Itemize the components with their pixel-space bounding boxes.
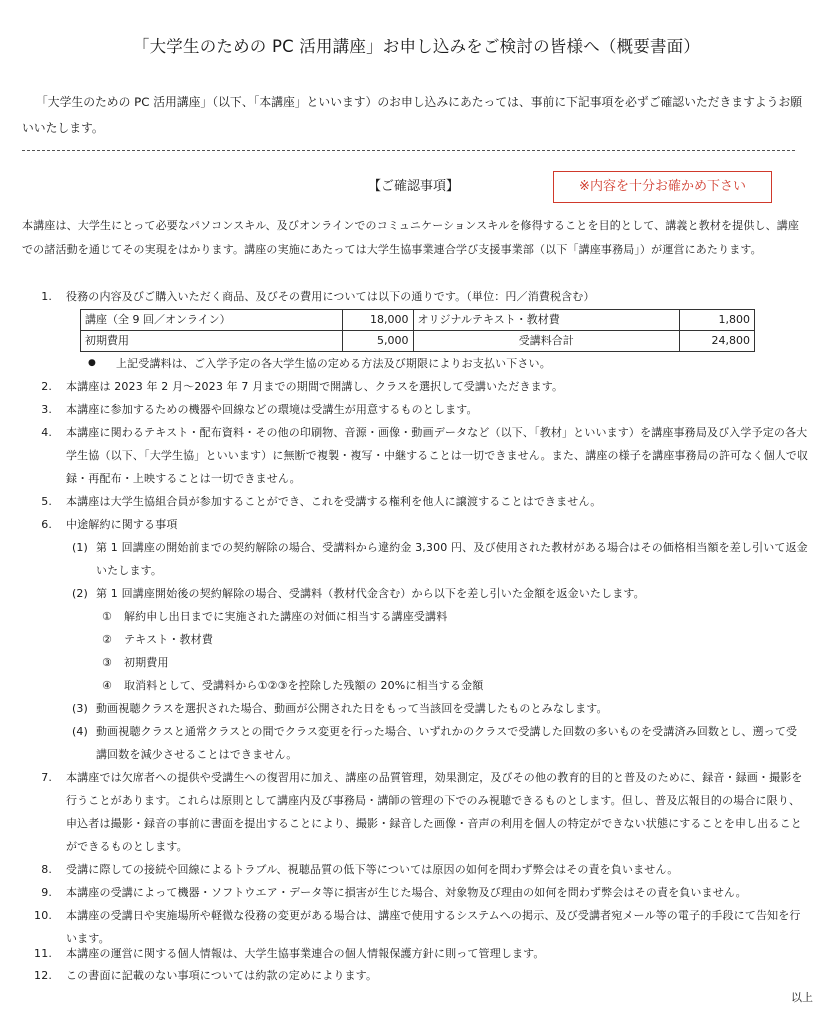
deduction-number: ④	[101, 679, 112, 692]
item-text: 役務の内容及びご購入いただく商品、及びその費用については以下の通りです。（単位：円／消費税含む）	[66, 290, 595, 303]
document-title: 「大学生のための PC 活用講座」お申し込みをご検討の皆様へ（概要書面）	[132, 37, 701, 56]
table-row	[81, 310, 755, 331]
item-number: 11.	[34, 947, 52, 960]
deduction-text: テキスト・教材費	[124, 633, 213, 646]
sub-number: (3)	[71, 702, 88, 715]
item-text: 本講座の運営に関する個人情報は、大学生協事業連合の個人情報保護方針に則って管理します。	[66, 947, 545, 960]
closing-mark: 以上	[791, 991, 813, 1004]
fee-table	[80, 309, 755, 352]
fee-value: 18,000	[342, 310, 413, 331]
item-number: 3.	[41, 403, 52, 416]
fee-total-value: 24,800	[680, 331, 755, 352]
item-text: 本講座の受講によって機器・ソフトウエア・データ等に損害が生じた場合、対象物及び理由の如何を問わず弊会はその責を負いません。	[66, 886, 747, 899]
item-number: 10.	[34, 909, 52, 922]
sub-text: 第 1 回講座開始後の契約解除の場合、受講料（教材代金含む）から以下を差し引いた金額を返金いたします。	[96, 587, 645, 600]
fee-note: 上記受講料は、ご入学予定の各大学生協の定める方法及び期限によりお支払い下さい。	[116, 357, 551, 370]
item-text: 受講に際しての接続や回線によるトラブル、視聴品質の低下等については原因の如何を問わず弊会はその責を負いません。	[66, 863, 679, 876]
item-text: 本講座に参加するための機器や回線などの環境は受講生が用意するものとします。	[66, 403, 478, 416]
fee-value: 1,800	[680, 310, 755, 331]
item-number: 7.	[41, 771, 52, 784]
confirm-heading: 【ご確認事項】	[368, 179, 460, 194]
fee-total-label: 受講料合計	[413, 331, 680, 352]
item-text: 本講座では欠席者への提供や受講生への復習用に加え、講座の品質管理，効果測定，及びその他の教育的目的と普及のために、録音・録画・撮影を行うことがあります。これらは原則として講座内及び事務局・講師の管理の下でのみ視聴できるものとします。但し、普及広報目的の場合に限り、申込者は撮影・録音の事前に書面を提出することにより、撮影・録音した画像・音声の利用を個人の特定ができない状態にすることを申し出ることができるものとします。	[66, 771, 803, 853]
bullet-icon: ●	[88, 358, 96, 368]
item-number: 4.	[41, 426, 52, 439]
sub-text: 動画視聴クラスを選択された場合、動画が公開された日をもって当該回を受講したものとみなします。	[96, 702, 608, 715]
item-text: 中途解約に関する事項	[66, 518, 178, 531]
intro-paragraph: 「大学生のための PC 活用講座」（以下、「本講座」といいます）のお申し込みにあたっては、事前に下記事項を必ずご確認いただきますようお願いいたします。	[22, 95, 803, 135]
fee-label: オリジナルテキスト・教材費	[413, 310, 680, 331]
item-number: 9.	[41, 886, 52, 899]
deduction-number: ①	[101, 610, 112, 623]
item-text: この書面に記載のない事項については約款の定めによります。	[66, 969, 378, 982]
item-number: 6.	[41, 518, 52, 531]
item-text: 本講座は 2023 年 2 月～2023 年 7 月までの期間で開講し、クラスを選択して受講いただきます。	[66, 380, 564, 393]
notice-box: ※内容を十分お確かめ下さい	[553, 171, 772, 203]
sub-number: (4)	[71, 725, 88, 738]
sub-text: 第 1 回講座の開始前までの契約解除の場合、受講料から違約金 3,300 円、及び使用された教材がある場合はその価格相当額を差し引いて返金いたします。	[96, 541, 808, 577]
table-row	[81, 331, 755, 352]
fee-label: 初期費用	[81, 331, 343, 352]
item-text: 本講座に関わるテキスト・配布資料・その他の印刷物、音源・画像・動画データなど（以下、「教材」といいます）を講座事務局及び入学予定の各大学生協（以下、「大学生協」といいます）に無断で複製・複写・中継することは一切できません。また、講座の様子を講座事務局の許可なく個人で収録・再配布・上映することは一切できません。	[66, 426, 809, 485]
item-number: 8.	[41, 863, 52, 876]
dashed-divider	[22, 150, 795, 151]
fee-label: 講座（全 9 回／オンライン）	[81, 310, 343, 331]
deduction-number: ②	[101, 633, 112, 646]
lead-paragraph: 本講座は、大学生にとって必要なパソコンスキル、及びオンラインでのコミュニケーションスキルを修得することを目的として、講義と教材を提供し、講座での諸活動を通じてその実現をはかります。講座の実施にあたっては大学生協事業連合学び支援事業部（以下「講座事務局」）が運営にあたります。	[22, 219, 800, 256]
item-text: 本講座の受講日や実施場所や軽微な役務の変更がある場合は、講座で使用するシステムへの掲示、及び受講者宛メール等の電子的手段にて告知を行います。	[66, 909, 801, 945]
item-number: 5.	[41, 495, 52, 508]
item-number: 2.	[41, 380, 52, 393]
sub-number: (2)	[71, 587, 88, 600]
fee-value: 5,000	[342, 331, 413, 352]
item-number: 1.	[41, 290, 52, 303]
sub-text: 動画視聴クラスと通常クラスとの間でクラス変更を行った場合、いずれかのクラスで受講した回数の多いものを受講済み回数とし、遡って受講回数を減少させることはできません。	[96, 725, 798, 761]
deduction-number: ③	[101, 656, 112, 669]
item-text: 本講座は大学生協組合員が参加することができ、これを受講する権利を他人に譲渡することはできません。	[66, 495, 602, 508]
deduction-text: 解約申し出日までに実施された講座の対価に相当する講座受講料	[124, 610, 448, 623]
item-number: 12.	[34, 969, 52, 982]
deduction-text: 取消料として、受講料から①②③を控除した残額の 20%に相当する金額	[124, 679, 484, 692]
sub-number: (1)	[71, 541, 88, 554]
deduction-text: 初期費用	[124, 656, 169, 669]
